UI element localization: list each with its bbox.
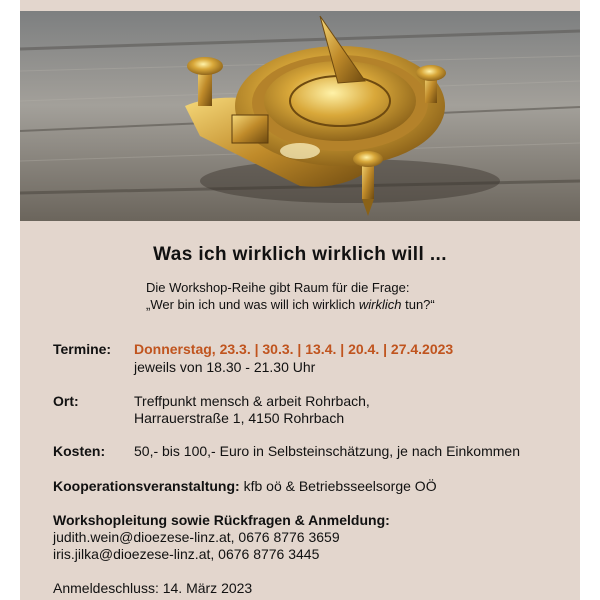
ort-line-1: Treffpunkt mensch & arbeit Rohrbach, xyxy=(134,393,370,409)
kooperation-row xyxy=(53,477,437,495)
headline: Was ich wirklich wirklich will ... xyxy=(153,244,447,265)
subtitle-line-2-start: „Wer bin ich und was will ich wirklich xyxy=(146,297,359,312)
subtitle-emphasis: wirklich xyxy=(358,297,402,312)
contact-judith[interactable]: judith.wein@dioezese-linz.at, 0676 8776 3659 xyxy=(53,529,340,545)
leitung-label: Workshopleitung sowie Rückfragen & Anmeldung: xyxy=(53,512,390,528)
subtitle xyxy=(146,279,566,313)
kooperation-value: kfb oö & Betriebsseelsorge OÖ xyxy=(239,478,437,494)
subtitle-line-1: Die Workshop-Reihe gibt Raum für die Frage: xyxy=(146,280,410,295)
flyer xyxy=(20,0,580,600)
termine-time: jeweils von 18.30 - 21.30 Uhr xyxy=(134,359,316,375)
contact-iris[interactable]: iris.jilka@dioezese-linz.at, 0676 8776 3445 xyxy=(53,546,320,562)
ort-label: Ort: xyxy=(53,393,79,409)
sundial-illustration xyxy=(20,11,580,221)
kooperation-label: Kooperationsveranstaltung: xyxy=(53,478,240,494)
kosten-label: Kosten: xyxy=(53,443,106,459)
kosten-value: 50,- bis 100,- Euro in Selbsteinschätzung, je nach Einkommen xyxy=(134,443,520,459)
subtitle-line-2-end: tun?“ xyxy=(401,297,435,312)
subtitle-line-2 xyxy=(146,296,566,313)
sundial-compass-photo xyxy=(20,11,580,221)
registration-deadline: Anmeldeschluss: 14. März 2023 xyxy=(53,580,253,596)
termine-label: Termine: xyxy=(53,341,112,357)
ort-line-2: Harrauerstraße 1, 4150 Rohrbach xyxy=(134,410,345,426)
termine-dates: Donnerstag, 23.3. | 30.3. | 13.4. | 20.4. | 27.4.2023 xyxy=(134,341,454,357)
